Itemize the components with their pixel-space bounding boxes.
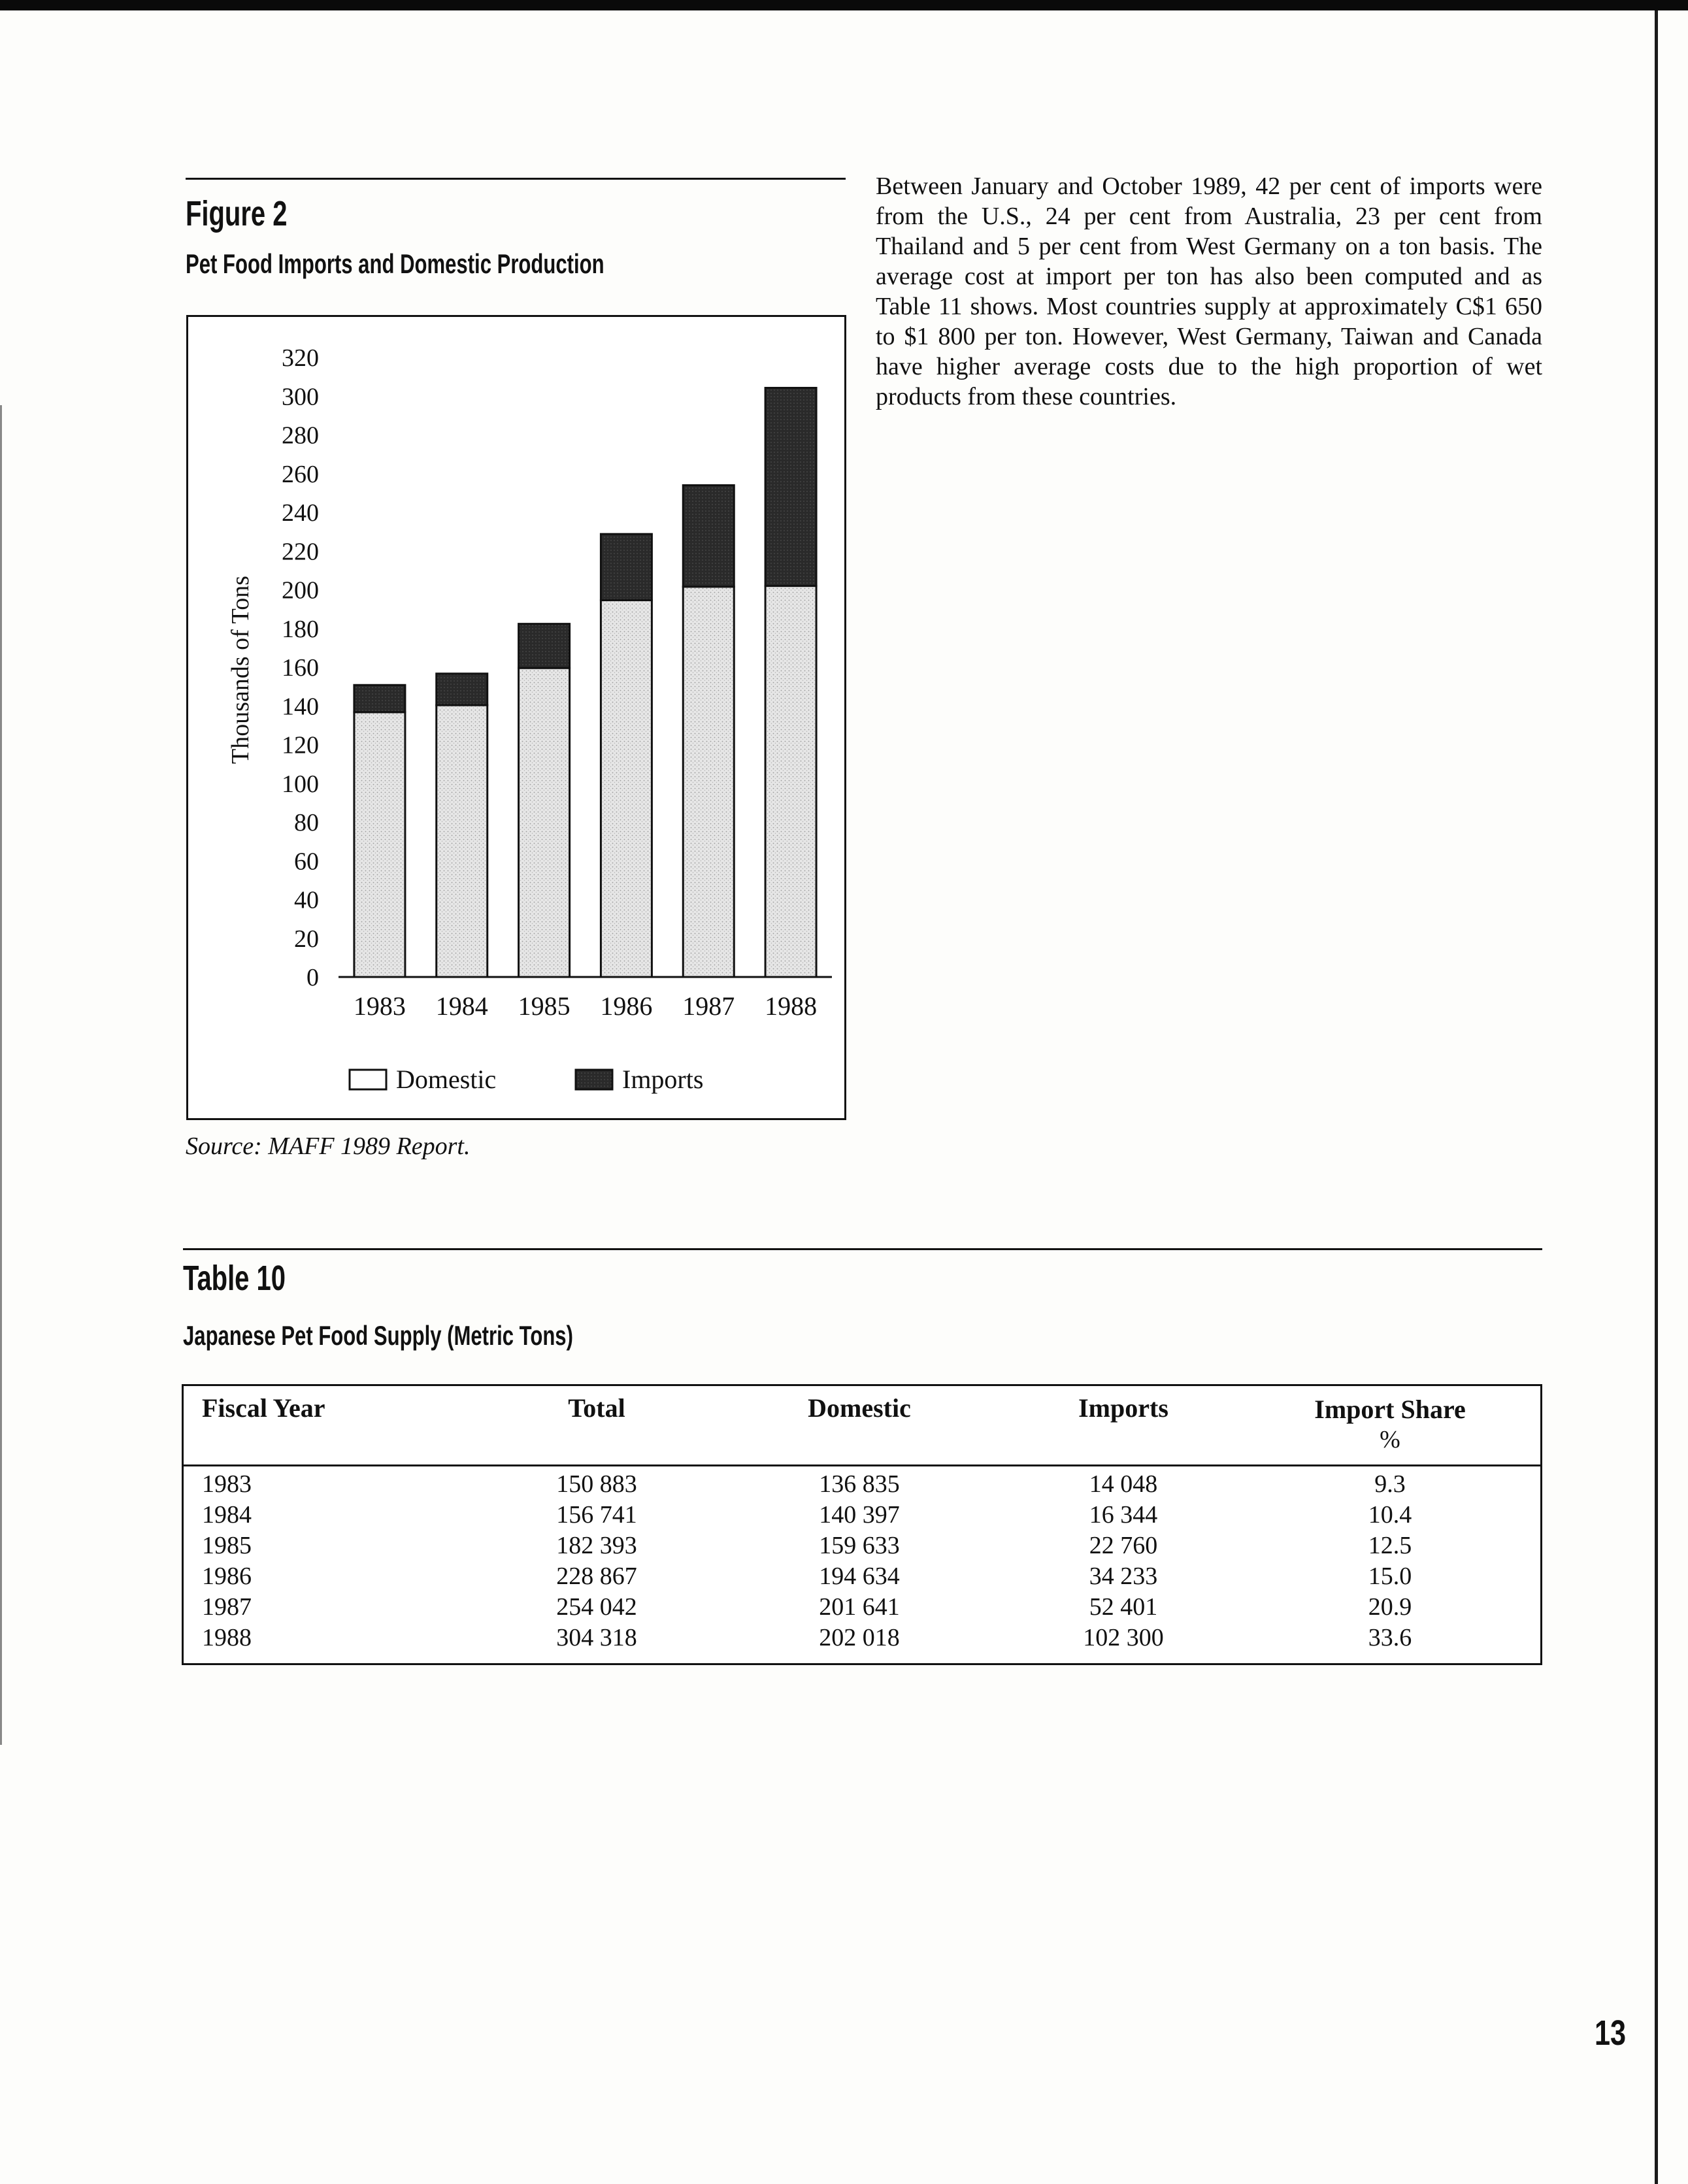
cell-share: 10.4 bbox=[1368, 1501, 1412, 1529]
cell-domestic: 194 634 bbox=[819, 1563, 900, 1590]
bar-domestic bbox=[354, 712, 405, 977]
x-tick-label: 1983 bbox=[353, 991, 406, 1021]
x-tick-label: 1985 bbox=[518, 991, 571, 1021]
y-tick-label: 160 bbox=[282, 654, 319, 682]
cell-share: 20.9 bbox=[1368, 1593, 1412, 1621]
legend-swatch-imports bbox=[576, 1070, 612, 1089]
table-title: Japanese Pet Food Supply (Metric Tons) bbox=[183, 1320, 573, 1351]
cell-year: 1983 bbox=[202, 1470, 252, 1498]
bar-imports bbox=[765, 388, 816, 586]
y-tick-label: 20 bbox=[294, 925, 319, 953]
cell-total: 150 883 bbox=[556, 1470, 637, 1498]
col-header-import-share: Import Share bbox=[1314, 1395, 1466, 1424]
cell-share: 33.6 bbox=[1368, 1624, 1412, 1651]
legend-label-domestic: Domestic bbox=[396, 1065, 497, 1094]
bar-imports bbox=[519, 624, 570, 669]
x-tick-label: 1987 bbox=[682, 991, 735, 1021]
figure-rule bbox=[186, 178, 846, 180]
col-header-total: Total bbox=[568, 1393, 625, 1423]
cell-year: 1987 bbox=[202, 1593, 252, 1621]
y-tick-label: 300 bbox=[282, 383, 319, 411]
figure-source: Source: MAFF 1989 Report. bbox=[186, 1133, 471, 1160]
top-border bbox=[0, 0, 1688, 10]
table-header-divider bbox=[184, 1464, 1540, 1466]
page-number: 13 bbox=[1595, 2013, 1627, 2053]
cell-share: 12.5 bbox=[1368, 1532, 1412, 1559]
y-tick-label: 260 bbox=[282, 460, 319, 488]
table-label: Table 10 bbox=[183, 1259, 286, 1298]
y-tick-label: 320 bbox=[282, 344, 319, 372]
y-tick-label: 0 bbox=[306, 964, 319, 991]
right-margin-line bbox=[1655, 10, 1658, 2184]
cell-total: 304 318 bbox=[556, 1624, 637, 1651]
stacked-bar-chart bbox=[188, 317, 844, 1118]
table-rule bbox=[183, 1248, 1542, 1250]
bar-domestic bbox=[437, 705, 488, 977]
y-tick-label: 120 bbox=[282, 731, 319, 759]
bar-domestic bbox=[683, 587, 734, 977]
cell-domestic: 201 641 bbox=[819, 1593, 900, 1621]
y-tick-label: 280 bbox=[282, 422, 319, 450]
cell-imports: 14 048 bbox=[1089, 1470, 1158, 1498]
cell-year: 1986 bbox=[202, 1563, 252, 1590]
cell-year: 1985 bbox=[202, 1532, 252, 1559]
cell-total: 254 042 bbox=[556, 1593, 637, 1621]
y-tick-label: 60 bbox=[294, 848, 319, 876]
legend-label-imports: Imports bbox=[622, 1065, 704, 1094]
y-tick-label: 80 bbox=[294, 809, 319, 836]
cell-total: 156 741 bbox=[556, 1501, 637, 1529]
cell-total: 228 867 bbox=[556, 1563, 637, 1590]
y-tick-label: 220 bbox=[282, 538, 319, 566]
cell-share: 15.0 bbox=[1368, 1563, 1412, 1590]
figure-title: Pet Food Imports and Domestic Production bbox=[186, 248, 604, 279]
x-tick-label: 1984 bbox=[435, 991, 488, 1021]
x-tick-label: 1986 bbox=[600, 991, 653, 1021]
cell-domestic: 159 633 bbox=[819, 1532, 900, 1559]
cell-domestic: 140 397 bbox=[819, 1501, 900, 1529]
cell-imports: 102 300 bbox=[1083, 1624, 1164, 1651]
bar-imports bbox=[437, 674, 488, 705]
cell-share: 9.3 bbox=[1374, 1470, 1406, 1498]
y-axis-label: Thousands of Tons bbox=[227, 576, 254, 764]
cell-total: 182 393 bbox=[556, 1532, 637, 1559]
col-header-imports: Imports bbox=[1078, 1393, 1168, 1423]
bar-domestic bbox=[601, 600, 652, 977]
bar-imports bbox=[354, 685, 405, 712]
cell-imports: 22 760 bbox=[1089, 1532, 1158, 1559]
body-paragraph: Between January and October 1989, 42 per cent of imports were from the U.S., 24 per cent from Australia, 23 per cent from Thailand and 5 per cent from West Germany on a ton basis. The average cost at import per ton has also been computed and as Table 11 shows. Most countries supply at approximately C$1 650 to $1 800 per ton. However, West Germany, Taiwan and Canada have higher average costs due to the high proportion of wet products from these countries. bbox=[876, 173, 1542, 410]
y-tick-label: 100 bbox=[282, 770, 319, 798]
legend-swatch-domestic bbox=[350, 1070, 386, 1089]
cell-year: 1984 bbox=[202, 1501, 252, 1529]
y-tick-label: 40 bbox=[294, 886, 319, 914]
left-scan-edge bbox=[0, 405, 2, 1745]
figure-label: Figure 2 bbox=[186, 194, 288, 233]
bar-domestic bbox=[519, 668, 570, 977]
col-header-fiscal-year: Fiscal Year bbox=[202, 1393, 325, 1423]
y-tick-label: 200 bbox=[282, 576, 319, 604]
bar-imports bbox=[683, 486, 734, 587]
supply-table bbox=[182, 1384, 1542, 1665]
cell-year: 1988 bbox=[202, 1624, 252, 1651]
col-header-unit: % bbox=[1380, 1426, 1400, 1453]
cell-imports: 52 401 bbox=[1089, 1593, 1158, 1621]
cell-domestic: 202 018 bbox=[819, 1624, 900, 1651]
chart-frame bbox=[186, 315, 846, 1120]
cell-imports: 16 344 bbox=[1089, 1501, 1158, 1529]
y-tick-label: 240 bbox=[282, 499, 319, 527]
col-header-domestic: Domestic bbox=[808, 1393, 911, 1423]
cell-imports: 34 233 bbox=[1089, 1563, 1158, 1590]
x-tick-label: 1988 bbox=[765, 991, 818, 1021]
y-tick-label: 180 bbox=[282, 615, 319, 643]
bar-imports bbox=[601, 534, 652, 600]
y-tick-label: 140 bbox=[282, 693, 319, 721]
cell-domestic: 136 835 bbox=[819, 1470, 900, 1498]
bar-domestic bbox=[765, 586, 816, 977]
